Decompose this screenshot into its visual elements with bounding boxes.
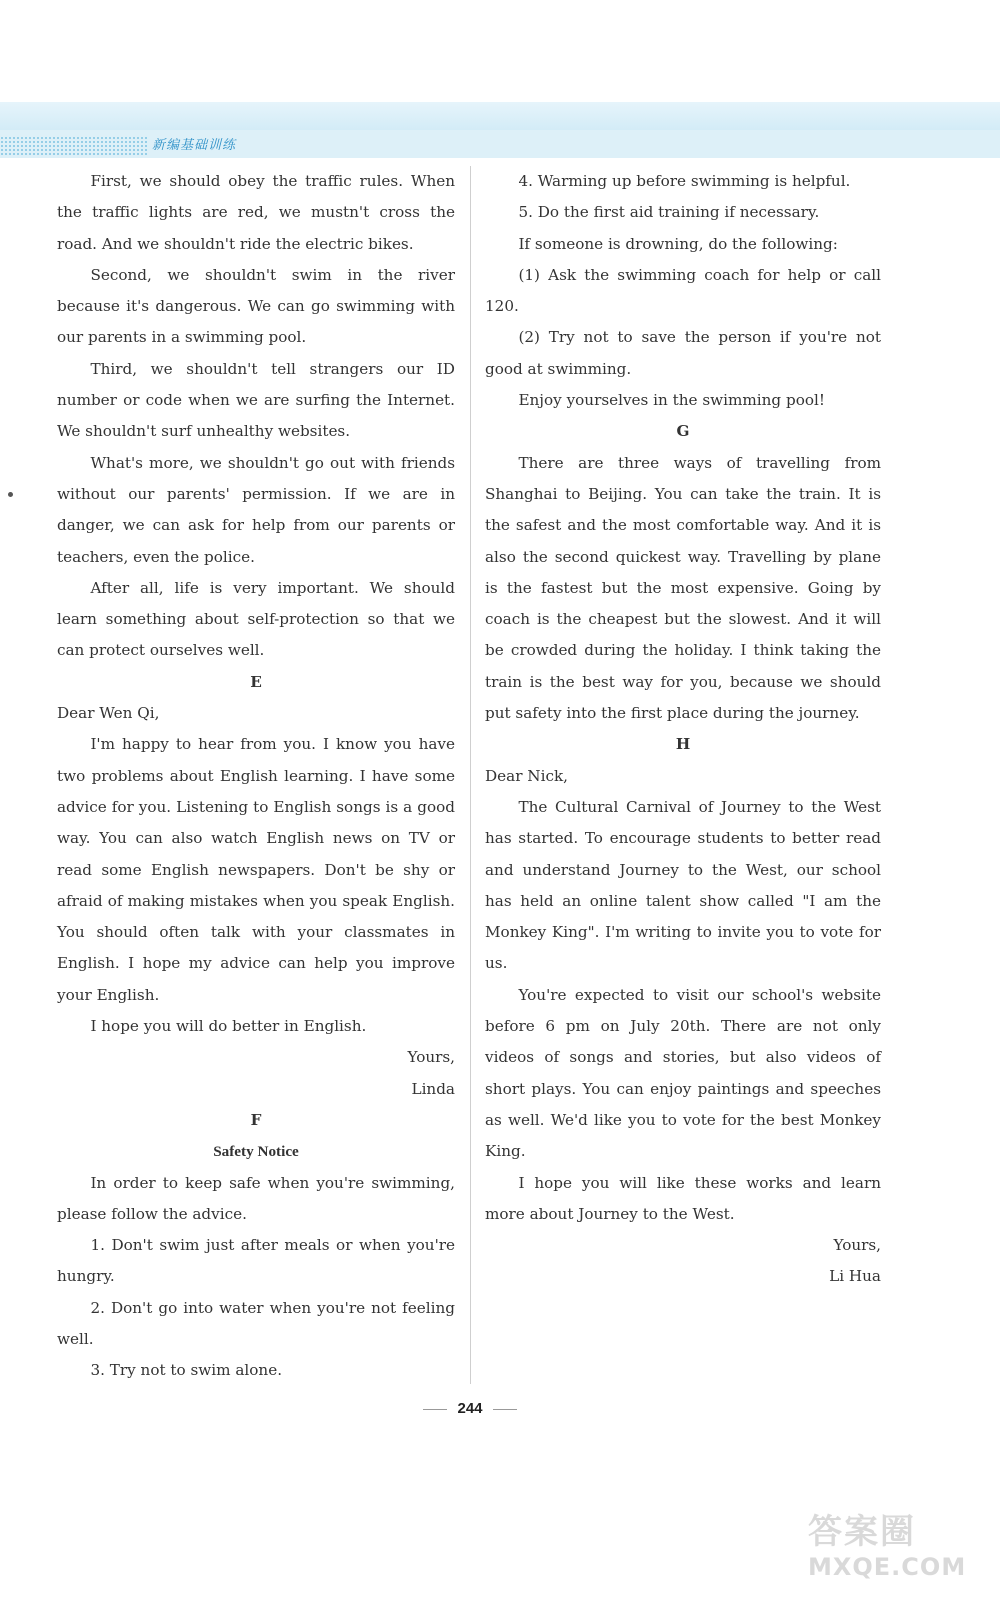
left-signoff-line: Linda [411, 1079, 455, 1098]
left-notice-title: Safety Notice [213, 1143, 299, 1161]
header-dot-pattern [0, 136, 148, 156]
right-signoff-line: Yours, [833, 1236, 881, 1255]
right-section-letter: H [675, 735, 691, 754]
left-paragraph: I hope you will do better in English. [90, 1017, 367, 1036]
right-paragraph: I hope you will like these works and learn more about Journey to the West. [485, 1173, 881, 1223]
right-paragraph: You're expected to visit our school's website before 6 pm on July 20th. There are not only videos of songs and stories, but also videos of short plays. You can enjoy paintings and speeches as well. We'd like you to vote for the best Monkey King. [485, 985, 881, 1161]
right-paragraph: Dear Nick, [485, 766, 568, 785]
left-paragraph: Second, we shouldn't swim in the river because it's dangerous. We can go swimming with our parents in a swimming pool. [57, 265, 455, 347]
right-paragraph: 5. Do the first aid training if necessary. [518, 203, 820, 222]
left-paragraph: Third, we shouldn't tell strangers our ID number or code when we are surfing the Internet. We shouldn't surf unhealthy websites. [57, 359, 455, 441]
left-paragraph: Dear Wen Qi, [57, 704, 160, 723]
column-divider [470, 166, 471, 1384]
left-paragraph: What's more, we shouldn't go out with friends without our parents' permission. If we are in danger, we can ask for help from our parents or teachers, even the police. [57, 453, 455, 566]
left-paragraph: 2. Don't go into water when you're not feeling well. [57, 1298, 455, 1348]
left-column [57, 166, 455, 1387]
right-paragraph: (1) Ask the swimming coach for help or call 120. [485, 265, 881, 316]
right-paragraph: (2) Try not to save the person if you're not good at swimming. [485, 328, 881, 378]
left-signoff-line: Yours, [407, 1048, 455, 1067]
left-paragraph: I'm happy to hear from you. I know you have two problems about English learning. I have some advice for you. Listening to English songs is a good way. You can also watch English news on TV or read some English newspapers. Don't be shy or afraid of making mistakes when you speak English. You should often talk with your classmates in English. I hope my advice can help you improve your English. [57, 735, 455, 1004]
header-band-lower [0, 130, 1000, 158]
right-paragraph: 4. Warming up before swimming is helpful. [518, 172, 851, 190]
right-paragraph: The Cultural Carnival of Journey to the West has started. To encourage students to better read and understand Journey to the West, our school has held an online talent show called "I am the Monkey King". I'm writing to invite you to vote for us. [485, 797, 881, 973]
left-paragraph: First, we should obey the traffic rules. When the traffic lights are red, we mustn't cross the road. And we shouldn't ride the electric bikes. [57, 172, 455, 253]
header-title: 新编基础训练 [152, 138, 237, 153]
watermark-site-text: MXQE.COM [808, 1553, 967, 1581]
page-number: 244 [0, 1400, 940, 1417]
left-paragraph: After all, life is very important. We should learn something about self-protection so that we can protect ourselves well. [57, 578, 455, 660]
watermark [808, 1512, 978, 1592]
left-paragraph: 3. Try not to swim alone. [90, 1361, 283, 1380]
header-band [0, 102, 1000, 130]
left-section-letter: F [250, 1110, 262, 1129]
right-paragraph: If someone is drowning, do the following: [518, 234, 838, 253]
right-column [485, 166, 881, 1293]
right-signoff-line: Li Hua [829, 1267, 881, 1286]
left-paragraph: 1. Don't swim just after meals or when you're hungry. [57, 1236, 455, 1286]
right-paragraph: There are three ways of travelling from Shanghai to Beijing. You can take the train. It is the safest and the most comfortable way. And it is also the second quickest way. Travelling by plane is the fastest but the most expensive. Going by coach is the cheapest but the slowest. And it will be crowded during the holiday. I think taking the train is the best way for you, because we should put safety into the first place during the journey. [485, 453, 881, 723]
right-section-letter: G [676, 422, 690, 441]
margin-dot [8, 492, 13, 497]
watermark-logo-text: 答案圈 [808, 1512, 916, 1552]
left-paragraph: In order to keep safe when you're swimming, please follow the advice. [57, 1173, 455, 1223]
left-section-letter: E [250, 672, 262, 691]
right-paragraph: Enjoy yourselves in the swimming pool! [518, 391, 825, 410]
